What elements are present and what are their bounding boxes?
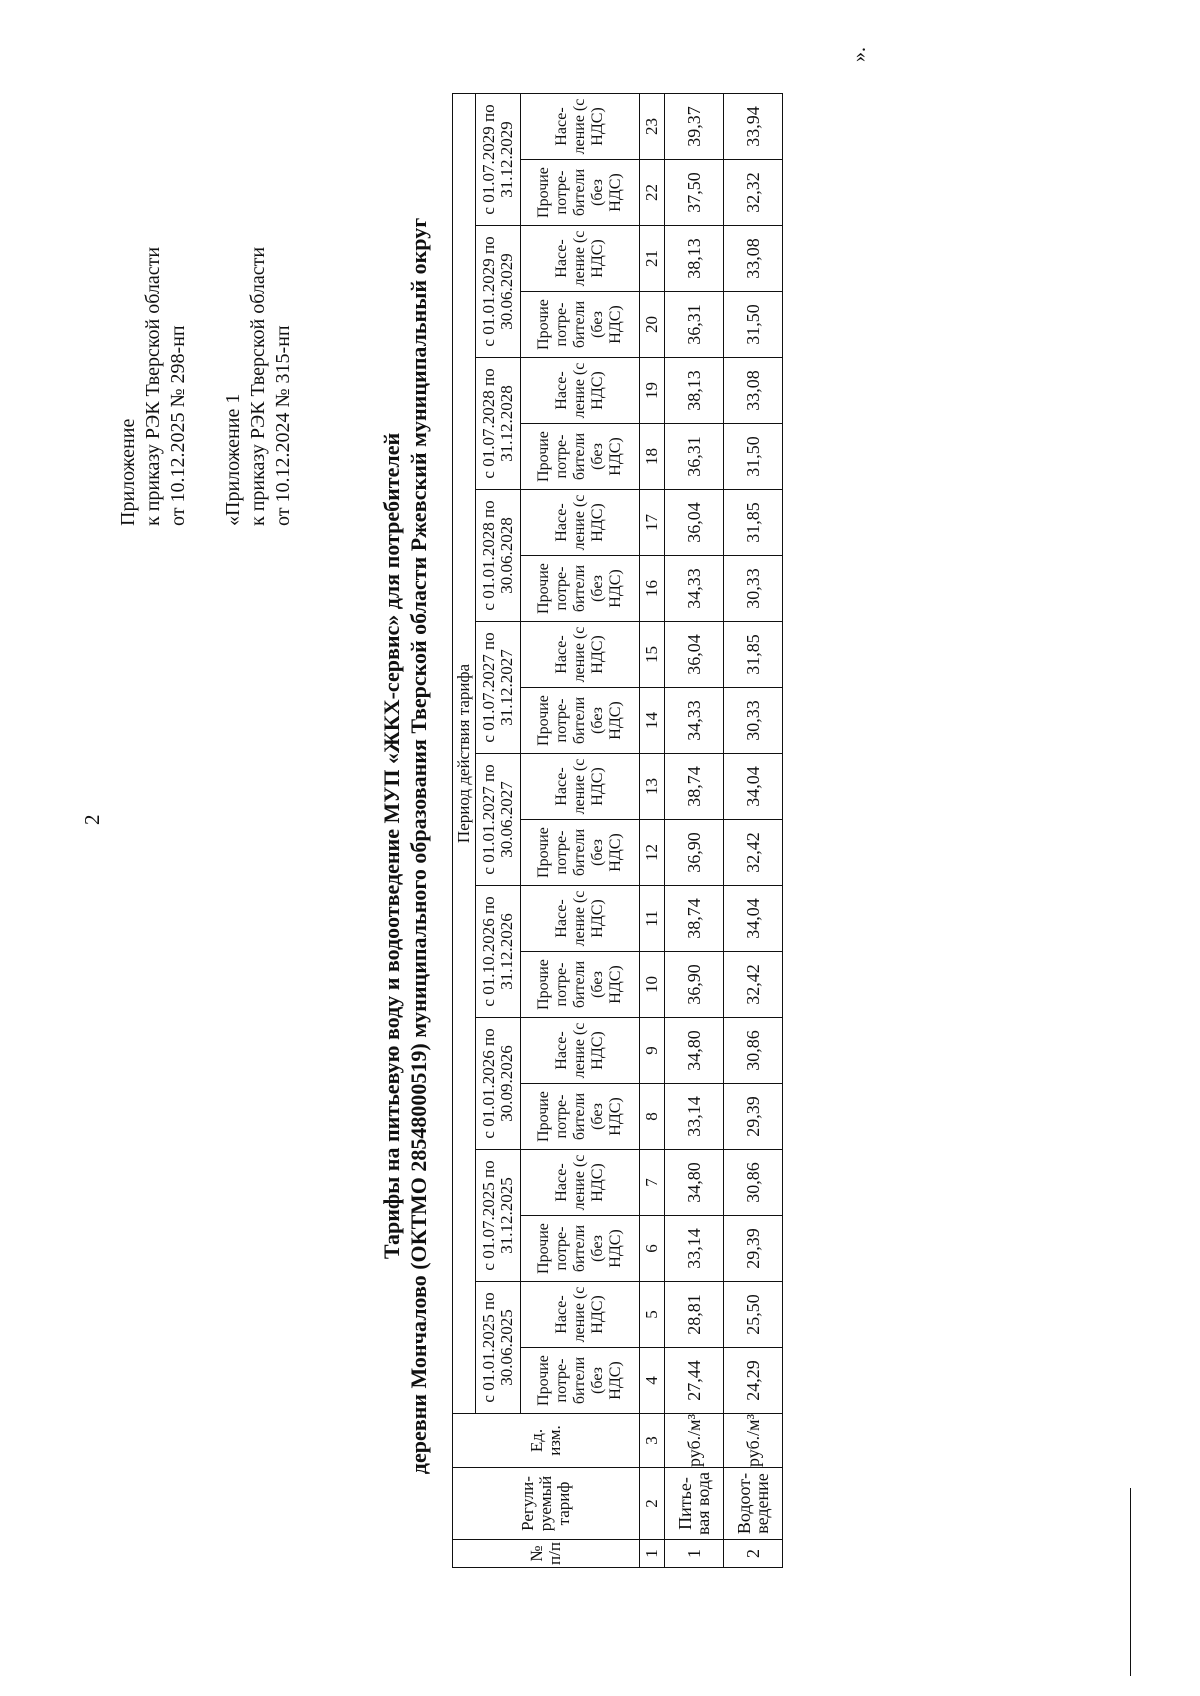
tariff-value-cell: 31,85 <box>724 490 783 556</box>
tariff-value-cell: 34,33 <box>665 556 724 622</box>
tariff-value-cell: 28,81 <box>665 1282 724 1348</box>
column-number-cell: 9 <box>640 1018 665 1084</box>
page-number: 2 <box>80 814 104 825</box>
row-tariff-name: Водоот-ведение <box>724 1468 783 1540</box>
subheader-other-consumers: Прочие потре-бители (без НДС) <box>521 1084 640 1150</box>
subheader-population: Насе-ление (с НДС) <box>521 490 640 556</box>
column-number-cell: 11 <box>640 886 665 952</box>
period-cell: с 01.01.2029 по 30.06.2029 <box>476 226 521 358</box>
subheader-population: Насе-ление (с НДС) <box>521 622 640 688</box>
subheader-other-consumers: Прочие потре-бители (без НДС) <box>521 424 640 490</box>
appendix-new-line1: Приложение <box>117 418 139 526</box>
tariff-value-cell: 36,90 <box>665 952 724 1018</box>
tariff-value-cell: 38,74 <box>665 754 724 820</box>
tariff-value-cell: 33,08 <box>724 226 783 292</box>
period-cell: с 01.10.2026 по 31.12.2026 <box>476 886 521 1018</box>
row-unit: руб./м³ <box>665 1414 724 1468</box>
column-number-cell: 6 <box>640 1216 665 1282</box>
period-cell: с 01.07.2029 по 31.12.2029 <box>476 94 521 226</box>
tariff-value-cell: 32,42 <box>724 952 783 1018</box>
period-cell: с 01.01.2026 по 30.09.2026 <box>476 1018 521 1150</box>
header-row-1 <box>453 94 476 1568</box>
column-number-cell: 15 <box>640 622 665 688</box>
period-cell: с 01.07.2027 по 31.12.2027 <box>476 622 521 754</box>
column-number-cell: 12 <box>640 820 665 886</box>
appendix-new-line2: к приказу РЭК Тверской области <box>142 246 164 526</box>
row-tariff-name: Питье-вая вода <box>665 1468 724 1540</box>
column-number-cell: 5 <box>640 1282 665 1348</box>
subheader-population: Насе-ление (с НДС) <box>521 1282 640 1348</box>
subheader-population: Насе-ление (с НДС) <box>521 1018 640 1084</box>
row-number: 1 <box>665 1540 724 1568</box>
document-title <box>378 176 432 1516</box>
subheader-population: Насе-ление (с НДС) <box>521 226 640 292</box>
column-number-cell: 13 <box>640 754 665 820</box>
tariff-value-cell: 34,80 <box>665 1150 724 1216</box>
period-cell: с 01.01.2025 по 30.06.2025 <box>476 1282 521 1414</box>
subheader-population: Насе-ление (с НДС) <box>521 886 640 952</box>
period-cell: с 01.07.2028 по 31.12.2028 <box>476 358 521 490</box>
appendix-block <box>116 106 296 526</box>
tariff-value-cell: 39,37 <box>665 94 724 160</box>
period-cell: с 01.01.2027 по 30.06.2027 <box>476 754 521 886</box>
subheader-population: Насе-ление (с НДС) <box>521 754 640 820</box>
footer-divider <box>1130 1488 1132 1676</box>
appendix-old-line1: «Приложение 1 <box>222 393 244 526</box>
row-unit: руб./м³ <box>724 1414 783 1468</box>
subheader-other-consumers: Прочие потре-бители (без НДС) <box>521 1216 640 1282</box>
tariff-value-cell: 31,85 <box>724 622 783 688</box>
row-number: 2 <box>724 1540 783 1568</box>
tariff-value-cell: 34,80 <box>665 1018 724 1084</box>
tariff-value-cell: 30,86 <box>724 1018 783 1084</box>
tariff-value-cell: 37,50 <box>665 160 724 226</box>
column-number-cell: 7 <box>640 1150 665 1216</box>
column-number-cell: 21 <box>640 226 665 292</box>
tariff-value-cell: 27,44 <box>665 1348 724 1414</box>
period-header: Период действия тарифа <box>453 94 476 1414</box>
tariff-value-cell: 34,04 <box>724 886 783 952</box>
title-line1: Тарифы на питьевую воду и водоотведение МУП «ЖКХ-сервис» для потребителей <box>379 432 404 1260</box>
subheader-population: Насе-ление (с НДС) <box>521 1150 640 1216</box>
period-cell: с 01.01.2028 по 30.06.2028 <box>476 490 521 622</box>
tariff-table <box>452 93 783 1568</box>
tariff-value-cell: 33,94 <box>724 94 783 160</box>
subheader-other-consumers: Прочие потре-бители (без НДС) <box>521 292 640 358</box>
subheader-other-consumers: Прочие потре-бители (без НДС) <box>521 160 640 226</box>
col-header-num: № п/п <box>453 1540 640 1568</box>
col-header-tariff: Регули-руемый тариф <box>453 1468 640 1540</box>
table-row <box>724 94 783 1568</box>
closing-quote: ». <box>848 47 870 62</box>
tariff-value-cell: 34,04 <box>724 754 783 820</box>
subheader-other-consumers: Прочие потре-бители (без НДС) <box>521 688 640 754</box>
tariff-value-cell: 34,33 <box>665 688 724 754</box>
period-row <box>476 94 521 1568</box>
subheader-population: Насе-ление (с НДС) <box>521 358 640 424</box>
column-number-cell: 10 <box>640 952 665 1018</box>
column-number-cell: 2 <box>640 1468 665 1540</box>
column-number-row <box>640 94 665 1568</box>
tariff-value-cell: 25,50 <box>724 1282 783 1348</box>
column-number-cell: 1 <box>640 1540 665 1568</box>
appendix-old-line2: к приказу РЭК Тверской области <box>247 246 269 526</box>
tariff-value-cell: 30,33 <box>724 556 783 622</box>
appendix-old-line3: от 10.12.2024 № 315-нп <box>272 325 294 526</box>
subheader-other-consumers: Прочие потре-бители (без НДС) <box>521 952 640 1018</box>
title-line2: деревни Мончалово (ОКТМО 28548000519) муниципального образования Тверской области Ржевский муниципальный округ <box>406 217 431 1475</box>
subheader-other-consumers: Прочие потре-бители (без НДС) <box>521 1348 640 1414</box>
column-number-cell: 8 <box>640 1084 665 1150</box>
column-number-cell: 17 <box>640 490 665 556</box>
tariff-value-cell: 36,31 <box>665 424 724 490</box>
appendix-new-line3: от 10.12.2025 № 298-нп <box>167 325 189 526</box>
column-number-cell: 3 <box>640 1414 665 1468</box>
column-number-cell: 16 <box>640 556 665 622</box>
tariff-value-cell: 32,42 <box>724 820 783 886</box>
subheader-other-consumers: Прочие потре-бители (без НДС) <box>521 820 640 886</box>
tariff-value-cell: 29,39 <box>724 1216 783 1282</box>
tariff-value-cell: 24,29 <box>724 1348 783 1414</box>
tariff-value-cell: 30,33 <box>724 688 783 754</box>
tariff-value-cell: 33,08 <box>724 358 783 424</box>
tariff-value-cell: 31,50 <box>724 292 783 358</box>
subheader-row <box>521 94 640 1568</box>
tariff-value-cell: 29,39 <box>724 1084 783 1150</box>
tariff-value-cell: 36,31 <box>665 292 724 358</box>
tariff-value-cell: 38,74 <box>665 886 724 952</box>
tariff-value-cell: 38,13 <box>665 358 724 424</box>
tariff-value-cell: 36,04 <box>665 622 724 688</box>
subheader-population: Насе-ление (с НДС) <box>521 94 640 160</box>
tariff-value-cell: 31,50 <box>724 424 783 490</box>
tariff-value-cell: 32,32 <box>724 160 783 226</box>
col-header-unit: Ед. изм. <box>453 1414 640 1468</box>
tariff-value-cell: 30,86 <box>724 1150 783 1216</box>
tariff-value-cell: 33,14 <box>665 1216 724 1282</box>
column-number-cell: 18 <box>640 424 665 490</box>
column-number-cell: 4 <box>640 1348 665 1414</box>
period-cell: с 01.07.2025 по 31.12.2025 <box>476 1150 521 1282</box>
column-number-cell: 14 <box>640 688 665 754</box>
tariff-value-cell: 38,13 <box>665 226 724 292</box>
table-row <box>665 94 724 1568</box>
tariff-value-cell: 36,90 <box>665 820 724 886</box>
column-number-cell: 22 <box>640 160 665 226</box>
subheader-other-consumers: Прочие потре-бители (без НДС) <box>521 556 640 622</box>
column-number-cell: 20 <box>640 292 665 358</box>
tariff-value-cell: 36,04 <box>665 490 724 556</box>
tariff-value-cell: 33,14 <box>665 1084 724 1150</box>
column-number-cell: 23 <box>640 94 665 160</box>
column-number-cell: 19 <box>640 358 665 424</box>
